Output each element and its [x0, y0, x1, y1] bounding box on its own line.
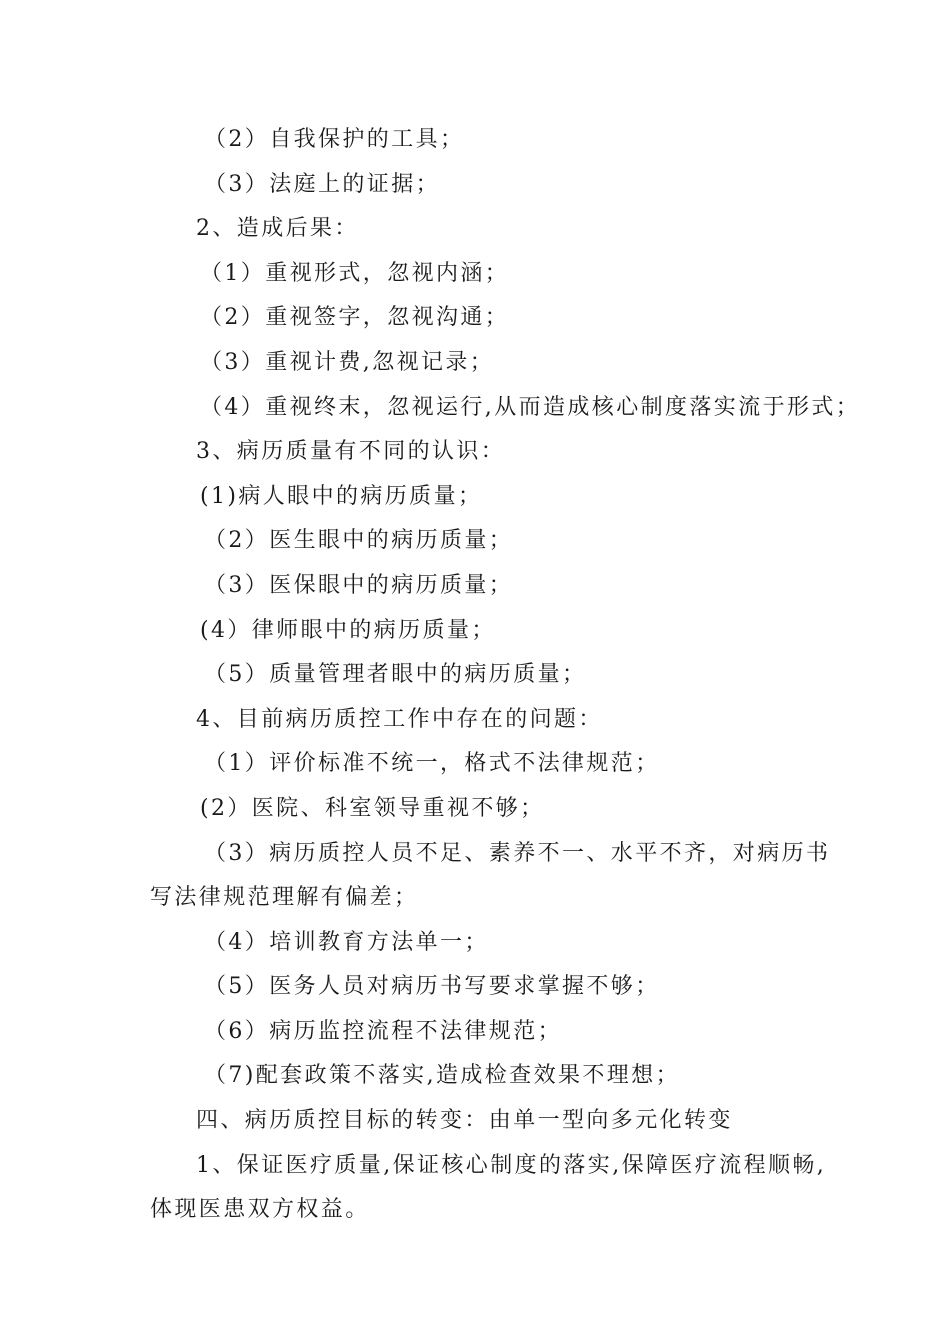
list-item: (4）律师眼中的病历质量； — [200, 617, 496, 643]
paragraph: 1、保证医疗质量,保证核心制度的落实,保障医疗流程顺畅, — [196, 1152, 827, 1178]
paragraph-continuation: 体现医患双方权益。 — [150, 1197, 370, 1223]
list-item: （3）医保眼中的病历质量； — [204, 572, 514, 598]
list-item: （5）医务人员对病历书写要求掌握不够； — [204, 974, 660, 1000]
list-item: (1)病人眼中的病历质量； — [200, 483, 483, 509]
list-item: （5）质量管理者眼中的病历质量； — [204, 662, 587, 688]
list-item: （3）病历质控人员不足、素养不一、水平不齐，对病历书 — [204, 840, 831, 866]
list-item: （1）评价标准不统一，格式不法律规范； — [204, 751, 660, 777]
section-heading: 4、目前病历质控工作中存在的问题： — [196, 706, 603, 732]
list-item: （2）自我保护的工具； — [204, 127, 465, 152]
list-item: (2）医院、科室领导重视不够； — [200, 795, 545, 821]
document-body — [150, 118, 861, 1233]
list-item: （7)配套政策不落实,造成检查效果不理想； — [204, 1063, 680, 1089]
list-item: （1）重视形式，忽视内涵； — [200, 260, 510, 286]
list-item: （2）医生眼中的病历质量； — [204, 528, 514, 554]
list-item: （4）培训教育方法单一； — [204, 929, 489, 955]
list-item-continuation: 写法律规范理解有偏差； — [150, 885, 419, 911]
section-heading: 四、病历质控目标的转变：由单一型向多元化转变 — [196, 1108, 733, 1134]
list-item: （3）重视计费,忽视记录； — [200, 349, 495, 375]
list-item: （3）法庭上的证据； — [204, 171, 440, 197]
section-heading: 2、造成后果： — [196, 216, 359, 242]
section-heading: 3、病历质量有不同的认识： — [196, 439, 506, 465]
list-item: （4）重视终末，忽视运行,从而造成核心制度落实流于形式； — [200, 394, 861, 420]
list-item: （6）病历监控流程不法律规范； — [204, 1018, 562, 1044]
list-item: （2）重视签字，忽视沟通； — [200, 305, 510, 331]
